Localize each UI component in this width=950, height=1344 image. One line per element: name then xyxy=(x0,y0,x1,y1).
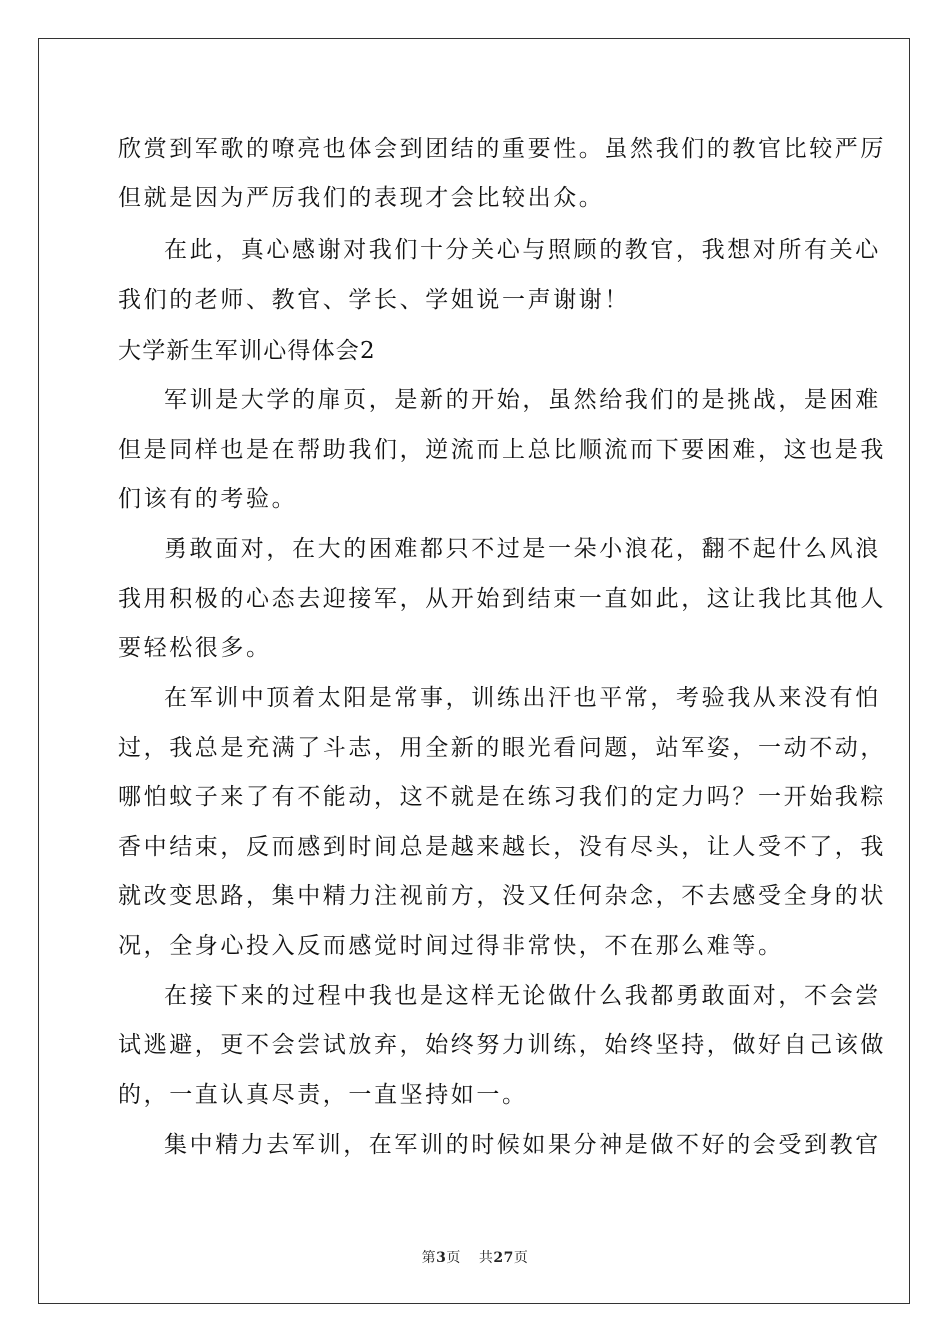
text-line: 试逃避，更不会尝试放弃，始终努力训练，始终坚持，做好自己该做 xyxy=(118,1032,886,1058)
page-prefix: 第 xyxy=(421,1250,437,1266)
text-line: 们该有的考验。 xyxy=(118,486,298,512)
page-footer xyxy=(0,1247,950,1267)
text-line: 过，我总是充满了斗志，用全新的眼光看问题，站军姿，一动不动， xyxy=(118,735,886,761)
section-heading: 大学新生军训心得体会2 xyxy=(118,338,376,364)
page-number: 3 xyxy=(436,1250,447,1266)
text-line: 我用积极的心态去迎接军，从开始到结束一直如此，这让我比其他人 xyxy=(118,586,886,612)
text-line: 哪怕蚊子来了有不能动，这不就是在练习我们的定力吗？一开始我粽 xyxy=(118,784,886,810)
text-line: 的，一直认真尽责，一直坚持如一。 xyxy=(118,1082,528,1108)
page-border xyxy=(38,38,910,1304)
text-line: 勇敢面对，在大的困难都只不过是一朵小浪花，翻不起什么风浪 xyxy=(164,536,881,562)
text-line: 但就是因为严厉我们的表现才会比较出众。 xyxy=(118,185,605,211)
text-line: 军训是大学的扉页，是新的开始，虽然给我们的是挑战，是困难 xyxy=(164,387,881,413)
text-line: 在接下来的过程中我也是这样无论做什么我都勇敢面对，不会尝 xyxy=(164,983,881,1009)
text-line: 欣赏到军歌的嘹亮也体会到团结的重要性。虽然我们的教官比较严厉 xyxy=(118,136,886,162)
text-line: 在此，真心感谢对我们十分关心与照顾的教官，我想对所有关心 xyxy=(164,237,881,263)
text-line: 香中结束，反而感到时间总是越来越长，没有尽头，让人受不了，我 xyxy=(118,834,886,860)
page-suffix: 页 xyxy=(446,1250,461,1266)
text-line: 我们的老师、教官、学长、学姐说一声谢谢！ xyxy=(118,287,630,313)
text-line: 在军训中顶着太阳是常事，训练出汗也平常，考验我从来没有怕 xyxy=(164,685,881,711)
text-line: 集中精力去军训，在军训的时候如果分神是做不好的会受到教官 xyxy=(164,1132,881,1158)
text-line: 况，全身心投入反而感觉时间过得非常快，不在那么难等。 xyxy=(118,933,784,959)
text-line: 要轻松很多。 xyxy=(118,635,272,661)
total-pages: 27 xyxy=(493,1250,514,1266)
total-prefix: 共 xyxy=(478,1250,494,1266)
total-suffix: 页 xyxy=(513,1250,529,1266)
text-line: 就改变思路，集中精力注视前方，没又任何杂念，不去感受全身的状 xyxy=(118,883,886,909)
text-line: 但是同样也是在帮助我们，逆流而上总比顺流而下要困难，这也是我 xyxy=(118,437,886,463)
